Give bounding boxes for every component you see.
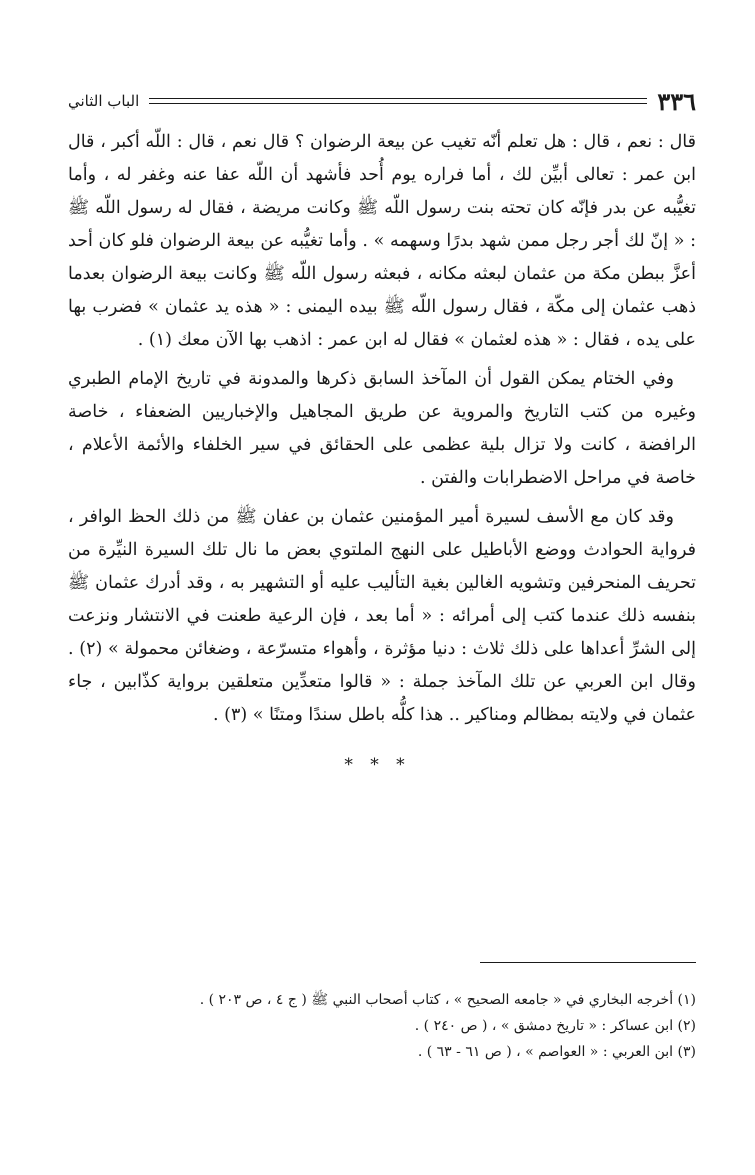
header-rule [149,98,647,104]
footnotes [68,987,696,1065]
paragraph-3: وقد كان مع الأسف لسيرة أمير المؤمنين عثمان بن عفان ﷺ من ذلك الحظ الوافر ، فرواية الحوادث ووضع الأباطيل على النهج الملتوي بعض ما نال تلك السيرة النيِّرة من تحريف المنحرفين وتشويه الغالين بغية التأليب عليه أو التشهير به ، وقد أدرك عثمان ﷺ بنفسه ذلك عندما كتب إلى أمرائه : « أما بعد ، فإن الرعية طعنت في الانتشار ونزعت إلى الشرِّ أعداها على ذلك ثلاث : دنيا مؤثرة ، وأهواء متسرّعة ، وضغائن محمولة » (٢) . وقال ابن العربي عن تلك المآخذ جملة : « قالوا متعدِّين متعلقين برواية كذّابين ، جاء عثمان في ولايته بمظالم ومناكير .. هذا كلُّه باطل سندًا ومتنًا » (٣) . [68,507,696,725]
paragraph-1: قال : نعم ، قال : هل تعلم أنّه تغيب عن بيعة الرضوان ؟ قال نعم ، قال : اللّه أكبر ، قال ابن عمر : تعالى أبيِّن لك ، أما فراره يوم أُحد فأشهد أن اللّه عفا عنه وغفر له ، وأما تغيُّبه عن بدر فإنّه كان تحته بنت رسول اللّه ﷺ وكانت مريضة ، فقال له رسول اللّه ﷺ : « إنّ لك أجر رجل ممن شهد بدرًا وسهمه » . وأما تغيُّبه عن بيعة الرضوان فلو كان أحد أعزَّ ببطن مكة من عثمان لبعثه مكانه ، فبعثه رسول اللّه ﷺ وكانت بيعة الرضوان بعدما ذهب عثمان إلى مكّة ، فقال رسول اللّه ﷺ بيده اليمنى : « هذه يد عثمان » فضرب بها على يده ، فقال : « هذه لعثمان » فقال له ابن عمر : اذهب بها الآن معك (١) . [68,132,696,350]
main-text [68,126,696,738]
chapter-title: الباب الثاني [68,92,140,110]
footnote-3: (٣) ابن العربي : « العواصم » ، ( ص ٦١ - ٦٣ ) . [417,1044,696,1060]
footnote-rule [480,962,696,963]
paragraph-2: وفي الختام يمكن القول أن المآخذ السابق ذكرها والمدونة في تاريخ الإمام الطبري وغيره من كتب التاريخ والمروية عن طريق المجاهيل والإخباريين الضعفاء ، خاصة الرافضة ، كانت ولا تزال بلية عظمى على الحقائق في سير الخلفاء والأئمة الأعلام ، خاصة في مراحل الاضطرابات والفتن . [68,369,696,488]
page-number: ٣٣٦ [657,86,696,116]
footnote-2: (٢) ابن عساكر : « تاريخ دمشق » ، ( ص ٢٤٠ ) . [414,1018,696,1034]
footnote-1: (١) أخرجه البخاري في « جامعه الصحيح » ، كتاب أصحاب النبي ﷺ ( ج ٤ ، ص ٢٠٣ ) . [199,992,696,1008]
section-separator: * * * [344,755,411,775]
page-header [68,86,696,116]
